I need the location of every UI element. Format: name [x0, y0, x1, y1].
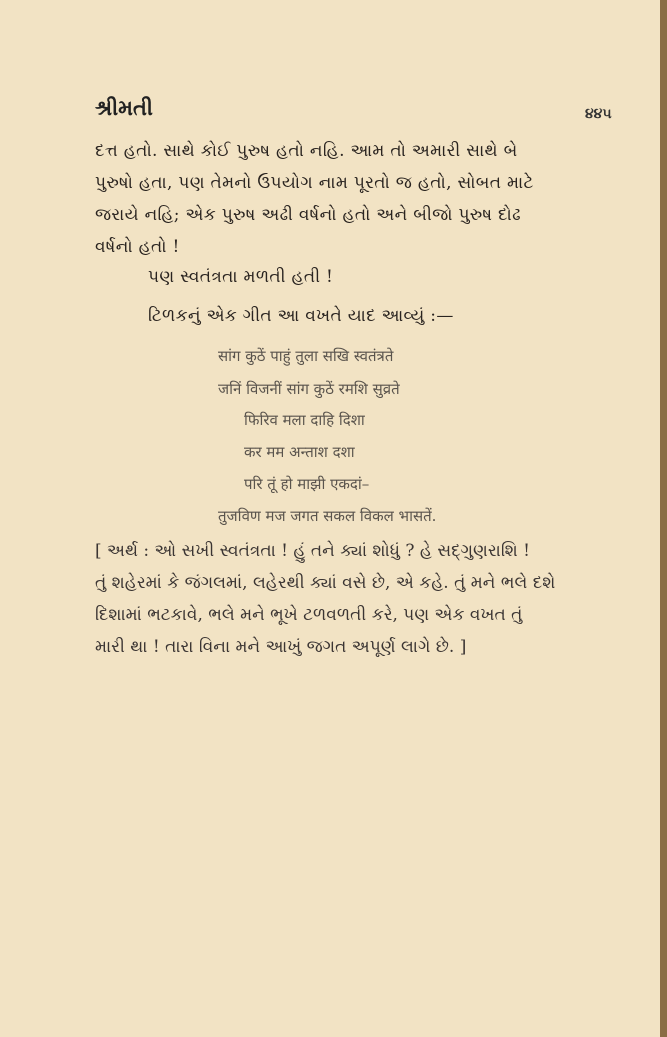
verse-line: सांग कुठें पाहुं तुला सखि स्वतंत्रते — [218, 347, 394, 365]
paragraph-line: પુરુષો હતા, પણ તેમનો ઉપયોગ નામ પૂરતો જ હતો, સોબત માટે — [95, 173, 534, 193]
running-head-title: શ્રીમતી — [95, 95, 153, 120]
verse-line: कर मम अन्ताश दशा — [244, 443, 355, 461]
paragraph-line: દત્ત હતો. સાથે કોઈ પુરુષ હતો નહિ. આમ તો અમારી સાથે બે — [95, 141, 518, 161]
freedom-line: પણ સ્વતંત્રતા મળતી હતી ! — [148, 267, 334, 287]
paragraph-line: વર્ષનો હતો ! — [95, 237, 180, 257]
meaning-line: [ અર્થ : ઓ સખી સ્વતંત્રતા ! હું તને ક્યાં શોધું ? હે સદ્‌ગુણરાશિ ! — [95, 541, 530, 561]
meaning-line: તું શહેરમાં કે જંગલમાં, લહેરથી ક્યાં વસે છે, એ કહે. તું મને ભલે દશે — [95, 573, 556, 593]
page-number: ૪૪૫ — [585, 106, 612, 122]
meaning-line: દિશામાં ભટકાવે, ભલે મને ભૂખે ટળવળતી કરે, પણ એક વખત તું — [95, 605, 523, 625]
song-intro: ટિળકનું એક ગીત આ વખતે યાદ આવ્યું :— — [148, 306, 454, 326]
verse-line: तुजविण मज जगत सकल विकल भासतें. — [218, 507, 437, 525]
verse-line: फिरिव मला दाहि दिशा — [244, 411, 365, 429]
page-edge — [660, 0, 667, 1037]
verse-line: परि तूं हो माझी एकदां– — [244, 475, 370, 493]
verse-line: जनिं विजनीं सांग कुठें रमशि सुव्रते — [218, 380, 400, 398]
paragraph-line: જરાયે નહિ; એક પુરુષ અઢી વર્ષનો હતો અને બીજો પુરુષ દોઢ — [95, 205, 521, 225]
meaning-line: મારી થા ! તારા વિના મને આખું જગત અપૂર્ણ લાગે છે. ] — [95, 637, 467, 657]
